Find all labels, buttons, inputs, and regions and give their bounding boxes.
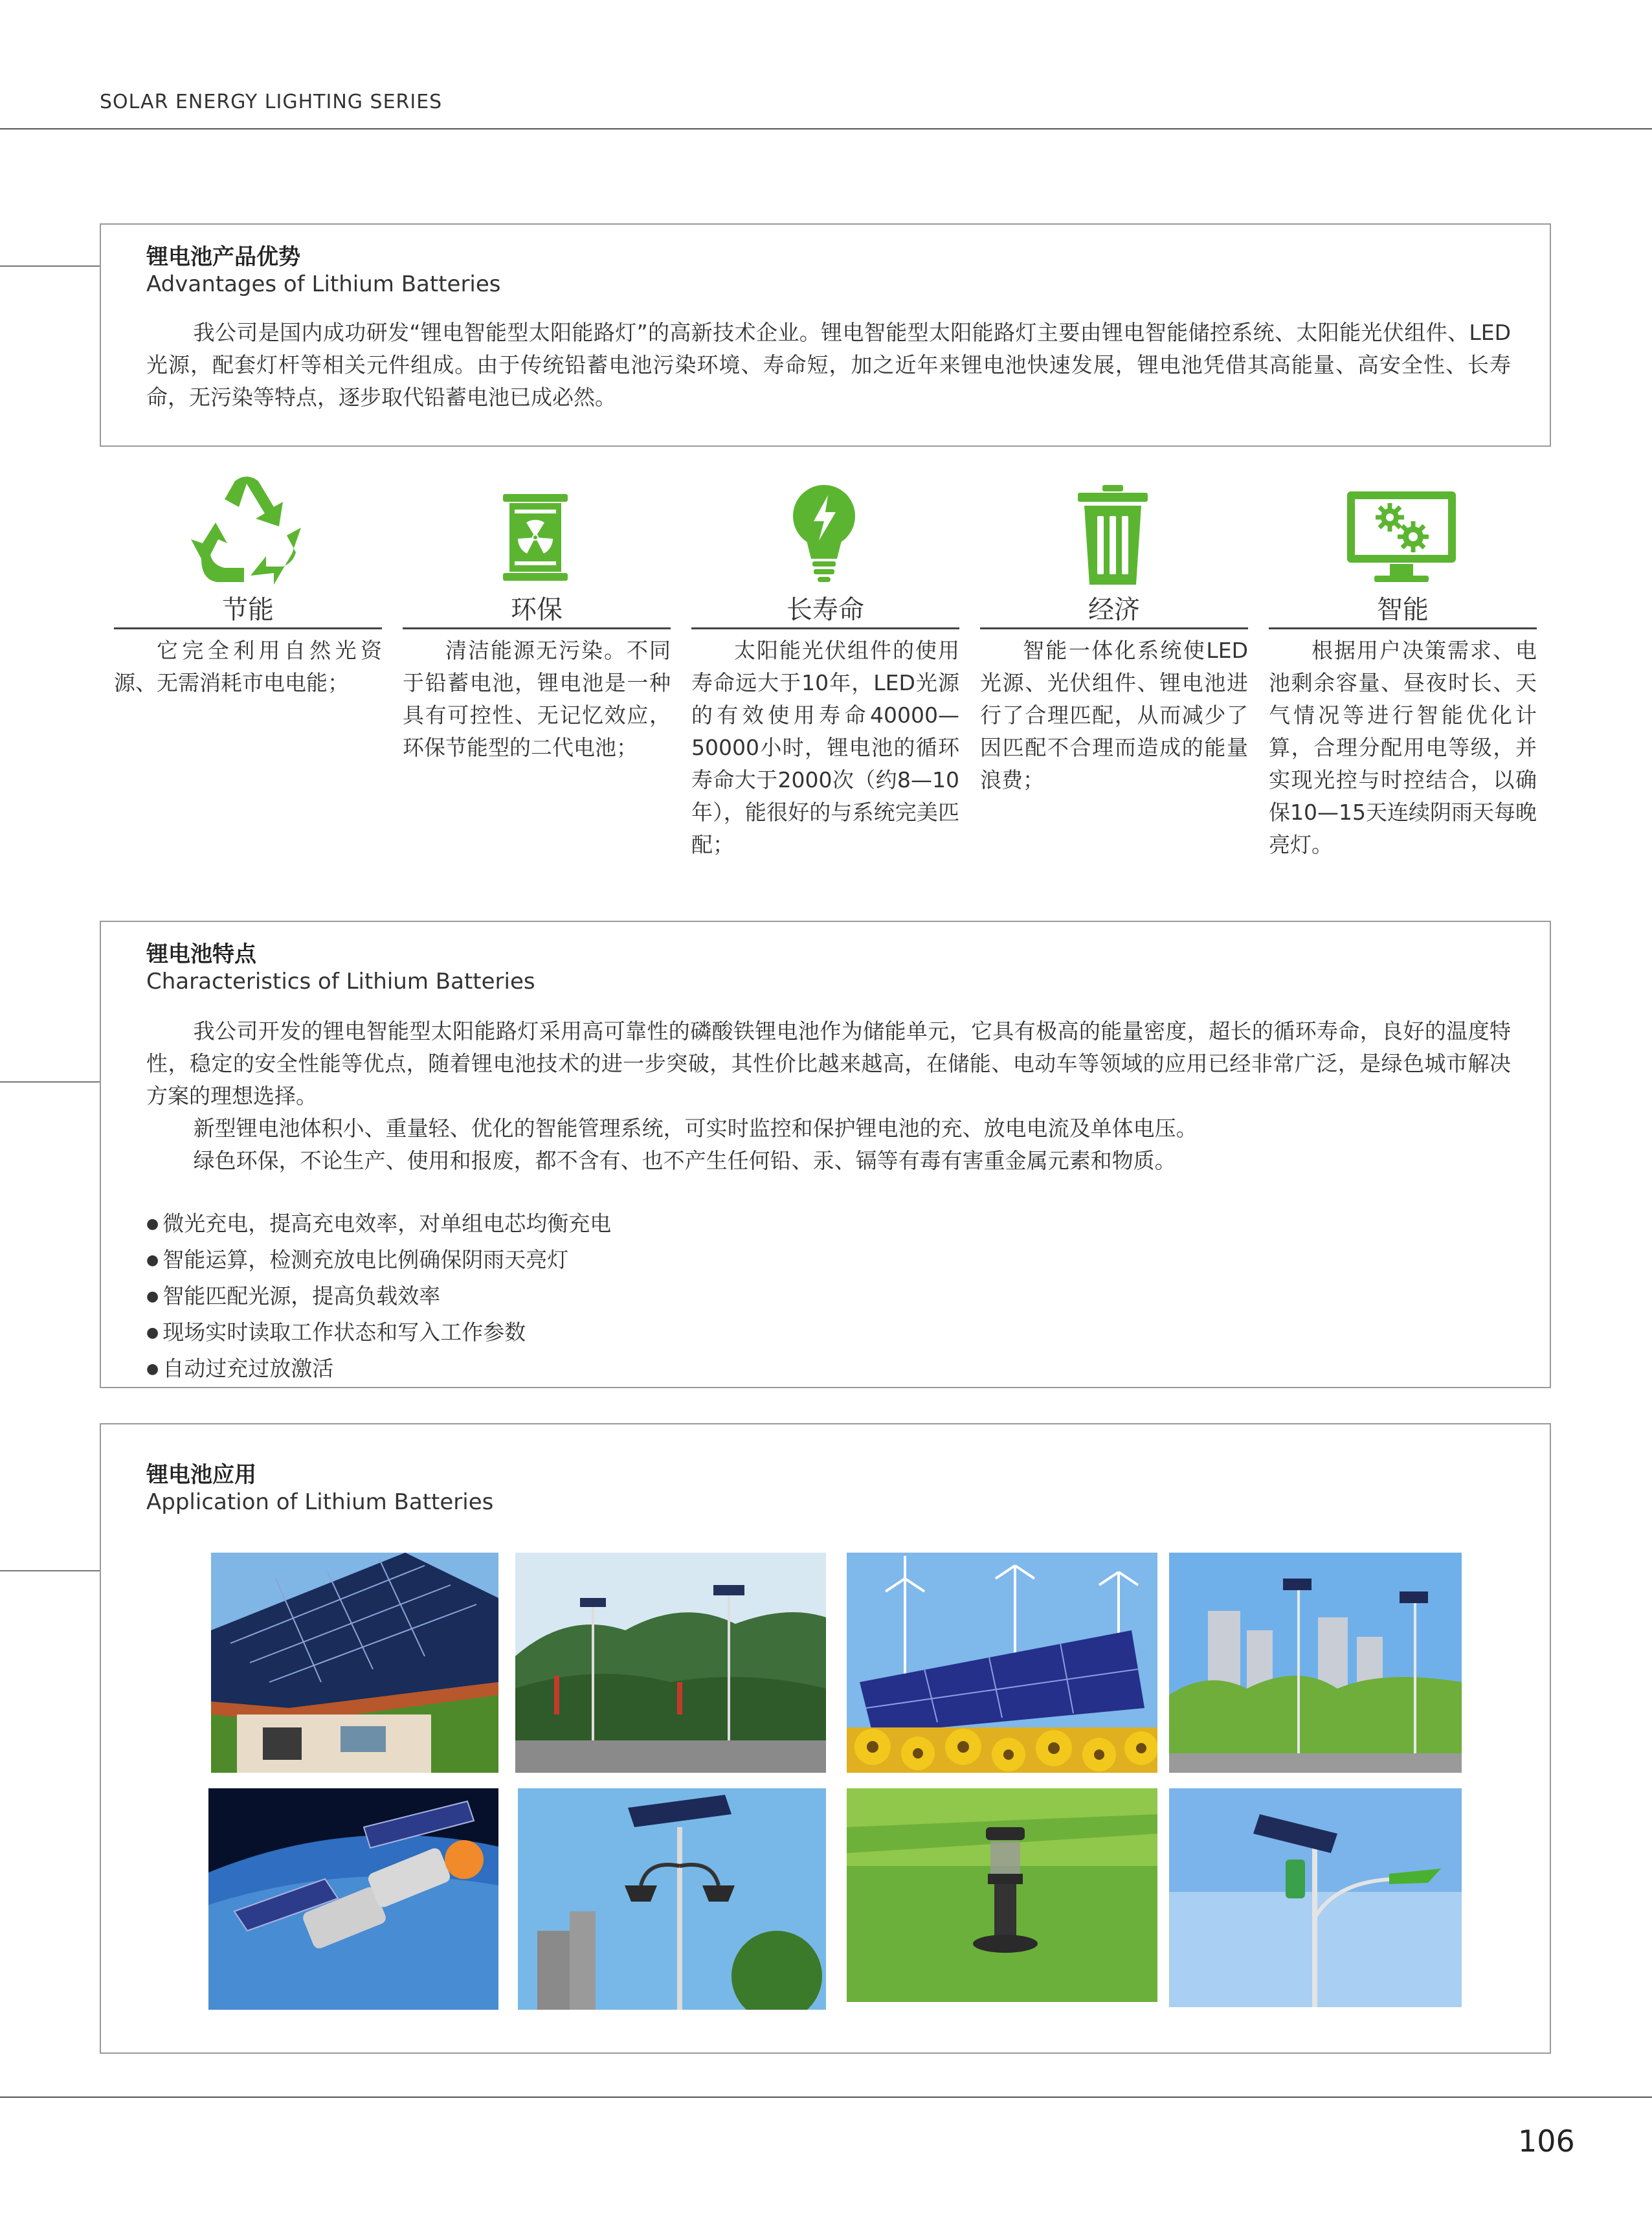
feature-rule bbox=[114, 627, 382, 629]
feature-desc-text: 根据用户决策需求、电池剩余容量、昼夜时长、天气情况等进行智能优化计算，合理分配用电等级，并实现光控与时控结合，以确保10—15天连续阴雨天每晚亮灯。 bbox=[1269, 638, 1537, 857]
characteristics-side-line bbox=[0, 1081, 100, 1083]
header-divider bbox=[0, 128, 1652, 129]
feature-desc-text: 它完全利用自然光资源、无需消耗市电电能； bbox=[114, 638, 382, 695]
advantages-side-line bbox=[0, 265, 100, 267]
feature-desc-text: 太阳能光伏组件的使用寿命远大于10年，LED光源的有效使用寿命40000—50000小时，锂电池的循环寿命大于2000次（约8—10年），能很好的与系统完美匹配； bbox=[691, 638, 959, 857]
footer-divider bbox=[0, 2097, 1652, 2098]
feature-label: 经济 bbox=[1088, 595, 1140, 625]
photo-lawn-lamp bbox=[847, 1788, 1157, 2002]
feature-rule bbox=[980, 627, 1248, 629]
feature-desc-text: 清洁能源无污染。不同于铅蓄电池，锂电池是一种具有可控性、无记忆效应，环保节能型的二代电池； bbox=[403, 638, 671, 760]
feature-label: 智能 bbox=[1377, 595, 1429, 625]
bullet-item: ● 现场实时读取工作状态和写入工作参数 bbox=[146, 1316, 611, 1352]
photo-city-street-lights bbox=[1169, 1553, 1462, 1773]
recycle-icon bbox=[188, 476, 305, 589]
photo-rooftop-solar bbox=[211, 1553, 498, 1773]
characteristics-box bbox=[100, 921, 1551, 1388]
advantages-box bbox=[100, 223, 1551, 447]
page-number: 106 bbox=[1518, 2124, 1575, 2159]
application-title-cn: 锂电池应用 bbox=[146, 1462, 256, 1488]
characteristics-bullet-list bbox=[146, 1207, 611, 1388]
photo-street-lights-mountains bbox=[515, 1553, 826, 1773]
characteristics-title-en: Characteristics of Lithium Batteries bbox=[146, 969, 535, 995]
photo-garden-street-lamp bbox=[518, 1788, 826, 2010]
lightbulb-bolt-icon bbox=[766, 476, 882, 589]
characteristics-paragraph: 绿色环保，不论生产、使用和报废，都不含有、也不产生任何铅、汞、镉等有毒有害重金属元素和物质。 bbox=[193, 1148, 1176, 1173]
bullet-item: ● 自动过充过放激活 bbox=[146, 1352, 611, 1388]
trash-bin-icon bbox=[1055, 476, 1171, 589]
characteristics-paragraph: 新型锂电池体积小、重量轻、优化的智能管理系统，可实时监控和保护锂电池的充、放电电流及单体电压。 bbox=[193, 1116, 1198, 1141]
feature-desc bbox=[1269, 635, 1537, 861]
feature-rule bbox=[691, 627, 959, 629]
bullet-item: ● 智能运算，检测充放电比例确保阴雨天亮灯 bbox=[146, 1243, 611, 1279]
hazard-container-icon bbox=[477, 476, 594, 589]
advantages-title-cn: 锂电池产品优势 bbox=[146, 244, 300, 270]
feature-desc bbox=[980, 635, 1248, 796]
photo-space-station bbox=[208, 1788, 498, 2010]
feature-desc bbox=[403, 635, 671, 764]
characteristics-body bbox=[146, 1015, 1511, 1177]
application-side-line bbox=[0, 1570, 100, 1571]
feature-label: 环保 bbox=[511, 595, 563, 625]
photo-solar-farm-sunflowers bbox=[847, 1553, 1157, 1773]
bullet-item: ● 智能匹配光源，提高负载效率 bbox=[146, 1279, 611, 1316]
feature-rule bbox=[403, 627, 671, 629]
characteristics-title-cn: 锂电池特点 bbox=[146, 941, 256, 967]
advantages-title-en: Advantages of Lithium Batteries bbox=[146, 271, 501, 297]
bullet-item: ● 微光充电，提高充电效率，对单组电芯均衡充电 bbox=[146, 1207, 611, 1243]
feature-label: 节能 bbox=[222, 595, 274, 625]
application-title-en: Application of Lithium Batteries bbox=[146, 1489, 494, 1515]
characteristics-paragraph: 我公司开发的锂电智能型太阳能路灯采用高可靠性的磷酸铁锂电池作为储能单元，它具有极高的能量密度，超长的循环寿命，良好的温度特性，稳定的安全性能等优点，随着锂电池技术的进一步突破，其性价比越来越高，在储能、电动车等领域的应用已经非常广泛，是绿色城市解决方案的理想选择。 bbox=[146, 1018, 1511, 1108]
advantages-paragraph: 我公司是国内成功研发“锂电智能型太阳能路灯”的高新技术企业。锂电智能型太阳能路灯主要由锂电智能储控系统、太阳能光伏组件、LED光源，配套灯杆等相关元件组成。由于传统铅蓄电池污染环境、寿命短，加之近年来锂电池快速发展，锂电池凭借其高能量、高安全性、长寿命，无污染等特点，逐步取代铅蓄电池已成必然。 bbox=[146, 320, 1511, 410]
photo-solar-street-light bbox=[1169, 1788, 1462, 2007]
monitor-gears-icon bbox=[1343, 476, 1460, 589]
feature-desc-text: 智能一体化系统使LED光源、光伏组件、锂电池进行了合理匹配，从而减少了因匹配不合理而造成的能量浪费； bbox=[980, 638, 1248, 793]
feature-desc bbox=[114, 635, 382, 699]
series-title: SOLAR ENERGY LIGHTING SERIES bbox=[100, 91, 443, 113]
feature-rule bbox=[1269, 627, 1537, 629]
feature-desc bbox=[691, 635, 959, 861]
feature-label: 长寿命 bbox=[787, 595, 864, 625]
advantages-body bbox=[146, 317, 1511, 414]
